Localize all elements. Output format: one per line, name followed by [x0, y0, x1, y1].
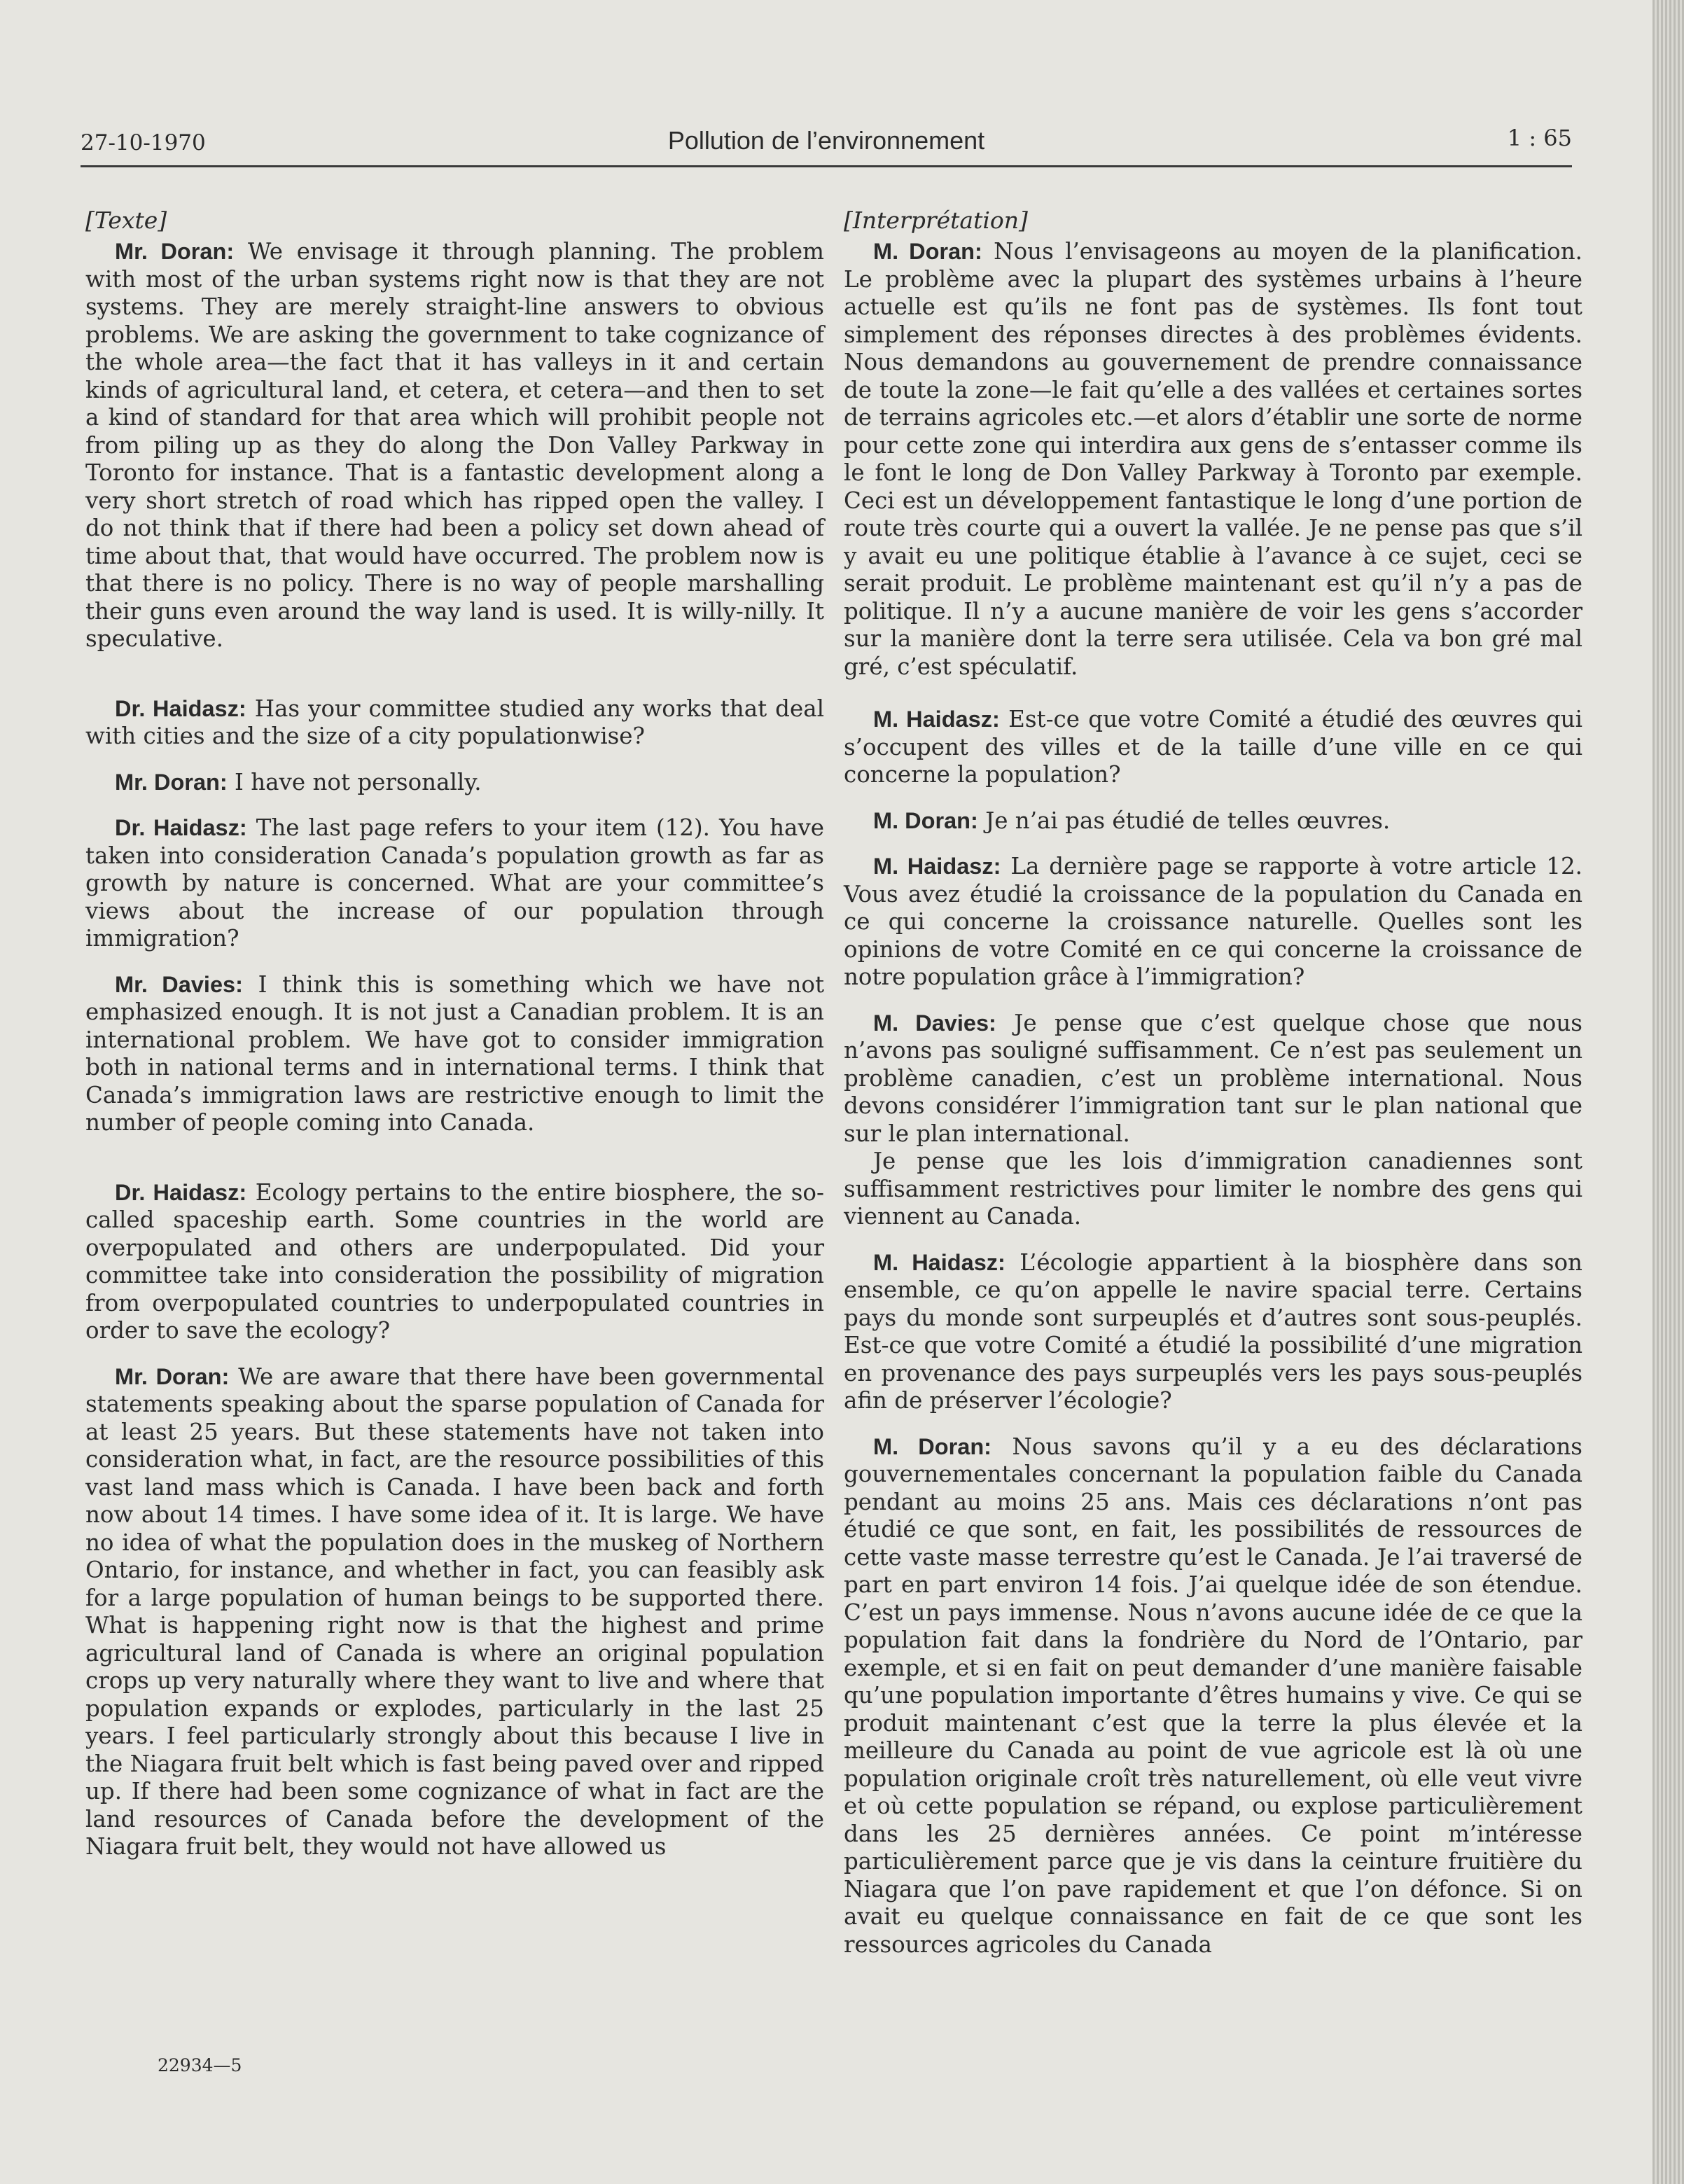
paragraph-text: We are aware that there have been governmental statements speaking about the sparse population of Canada for at least 25 years. But these statements have not taken into consideration what, in fact, are the resource possibilities of this vast land mass which is Canada. I have been back and forth now about 14 times. I have some idea of it. It is large. We have no idea of what the population does in the muskeg of Northern Ontario, for instance, and whether in fact, you can feasibly ask for a large population of human beings to be supported there. What is happening right now is that the highest and prime agricultural land of Canada is where an original population crops up very naturally where they want to live and where that population expands or explodes, particularly in the last 25 years. I feel particularly strongly about this because I live in the Niagara fruit belt which is fast being paved over and ripped up. If there had been some cognizance of what in fact are the land resources of Canada before the development of the Niagara fruit belt, they would not have allowed us	[85, 1363, 824, 1860]
paragraph-text: The last page refers to your item (12). You have taken into consideration Canada’s population growth as far as growth by nature is concerned. What are your committee’s views about the increase of our population through immigration?	[85, 814, 824, 952]
page-edge	[1652, 0, 1684, 2184]
header-rule	[81, 165, 1572, 167]
paragraph	[844, 807, 1582, 835]
speaker-name: Dr. Haidasz:	[115, 815, 247, 840]
paragraph	[844, 238, 1582, 681]
speaker-name: M. Haidasz:	[873, 854, 1001, 879]
paragraph-text: Has your committee studied any works that deal with cities and the size of a city populationwise?	[85, 695, 824, 749]
paragraph-text: La dernière page se rapporte à votre article 12. Vous avez étudié la croissance de la population du Canada en ce qui concerne la croissance naturelle. Quelles sont les opinions de votre Comité en ce qui concerne la croissance de notre population grâce à l’immigration?	[844, 853, 1582, 990]
paragraph	[844, 1010, 1582, 1148]
paragraph-text: L’écologie appartient à la biosphère dans son ensemble, ce qu’on appelle le navire spacial terre. Certains pays du monde sont surpeuplés et d’autres sont sous-peuplés. Est-ce que votre Comité a étudié la possibilité d’une migration en provenance des pays surpeuplés vers les pays sous-peuplés afin de préserver l’écologie?	[844, 1249, 1582, 1414]
paragraph	[844, 853, 1582, 992]
column-label-interpretation: [Interprétation]	[844, 207, 1028, 234]
speaker-name: Dr. Haidasz:	[115, 1179, 247, 1205]
speaker-name: M. Doran:	[873, 1433, 991, 1459]
paragraph-text: Je pense que c’est quelque chose que nous n’avons pas souligné suffisamment. Ce n’est pas seulement un problème canadien, c’est un problème international. Nous devons considérer l’immigration tant sur le plan national que sur le plan international.	[844, 1009, 1582, 1147]
paragraph-text: Nous savons qu’il y a eu des déclarations gouvernementales concernant la population faible du Canada pendant au moins 25 ans. Mais ces déclarations n’ont pas étudié ce que sont, en fait, les possibilités de ressources de cette vaste masse terrestre qu’est le Canada. Je l’ai traversé de part en part environ 14 fois. J’ai quelque idée de son étendue. C’est un pays immense. Nous n’avons aucune idée de ce que la population fait dans la fondrière du Nord de l’Ontario, par exemple, et si en fait on peut demander d’une manière faisable qu’une population importante d’êtres humains y vive. Ce qui se produit maintenant c’est que la terre la plus élevée et la meilleure du Canada au point de vue agricole est là où une population originale croît très naturellement, où elle veut vivre et où cette population se répand, ou explose particulièrement dans les 25 dernières années. Ce point m’intéresse particulièrement parce que je vis dans la ceinture fruitière du Niagara que l’on pave rapidement et que l’on défonce. Si on avait eu quelque connaissance en fait de ce que sont les ressources agricoles du Canada	[844, 1433, 1582, 1958]
footer-code: 22934—5	[158, 2055, 242, 2075]
paragraph	[85, 814, 824, 953]
column-label-texte: [Texte]	[85, 207, 167, 234]
paragraph-text: Je pense que les lois d’immigration canadiennes sont suffisamment restrictives pour limiter le nombre des gens qui viennent au Canada.	[844, 1148, 1582, 1230]
paragraph-text: We envisage it through planning. The problem with most of the urban systems right now is that they are not systems. They are merely straight-line answers to obvious problems. We are asking the government to take cognizance of the whole area—the fact that it has valleys in it and certain kinds of agricultural land, et cetera, et cetera—and then to set a kind of standard for that area which will prohibit people not from piling up as they do along the Don Valley Parkway in Toronto for instance. That is a fantastic development along a very short stretch of road which has ripped open the valley. I do not think that if there had been a policy set down ahead of time about that, that would have occurred. The problem now is that there is no policy. There is no way of people marshalling their guns even around the way land is used. It is willy-nilly. It speculative.	[85, 238, 824, 652]
speaker-name: M. Davies:	[873, 1010, 996, 1036]
paragraph-text: Je n’ai pas étudié de telles œuvres.	[977, 807, 1391, 834]
french-column	[844, 207, 1582, 2041]
paragraph-text: I think this is something which we have not emphasized enough. It is not just a Canadian problem. It is an international problem. We have got to consider immigration both in national terms and in international terms. I think that Canada’s immigration laws are restrictive enough to limit the number of people coming into Canada.	[85, 971, 825, 1136]
paragraph	[85, 1179, 824, 1345]
speaker-name: M. Doran:	[873, 807, 978, 833]
speaker-name: Mr. Davies:	[115, 971, 243, 997]
paragraph-text: I have not personally.	[227, 768, 482, 795]
header-page-number: 1 : 65	[1507, 125, 1572, 151]
paragraph	[85, 238, 824, 653]
speaker-name: Mr. Doran:	[115, 769, 228, 795]
paragraph	[844, 1433, 1582, 1959]
paragraph-text: Nous l’envisageons au moyen de la planification. Le problème avec la plupart des systèmes urbains à l’heure actuelle est qu’ils ne font pas de systèmes. Ils font tout simplement des réponses directes à des problèmes évidents. Nous demandons au gouvernement de prendre connaissance de toute la zone—le fait qu’elle a des vallées et certaines sortes de terrains agricoles etc.—et alors d’établir une sorte de norme pour cette zone qui interdira aux gens de s’entasser comme ils le font le long de Don Valley Parkway à Toronto par exemple. Ceci est un développement fantastique le long d’une portion de route très courte qui a ouvert la vallée. Je ne pense pas que s’il y avait eu une politique établie à l’avance à ce sujet, ceci se serait produit. Le problème maintenant est qu’il n’y a pas de politique. Il n’y a aucune manière de voir les gens s’accorder sur la manière dont la terre sera utilisée. Cela va bon gré mal gré, c’est spéculatif.	[844, 238, 1583, 680]
speaker-name: Mr. Doran:	[115, 239, 235, 264]
paragraph	[85, 1363, 824, 1861]
header-title: Pollution de l’environnement	[667, 126, 985, 155]
paragraph	[844, 706, 1582, 789]
paragraph	[85, 695, 824, 751]
english-column	[85, 207, 824, 2041]
speaker-name: Mr. Doran:	[115, 1363, 230, 1389]
paragraph	[85, 971, 824, 1137]
page-header	[81, 120, 1572, 164]
paragraph-text: Est-ce que votre Comité a étudié des œuvres qui s’occupent des villes et de la taille d’une ville en ce qui concerne la population?	[844, 706, 1582, 788]
speaker-name: Dr. Haidasz:	[115, 695, 246, 721]
speaker-name: M. Haidasz:	[873, 1249, 1005, 1275]
paragraph-text: Ecology pertains to the entire biosphere, the so-called spaceship earth. Some countries in the world are overpopulated and others are underpopulated. Did your committee take into consideration the possibility of migration from overpopulated countries to underpopulated countries in order to save the ecology?	[85, 1178, 824, 1344]
header-date: 27-10-1970	[81, 130, 206, 155]
speaker-name: M. Haidasz:	[873, 707, 1000, 732]
paragraph	[844, 1249, 1582, 1415]
speaker-name: M. Doran:	[873, 239, 982, 264]
paragraph	[85, 769, 824, 797]
paragraph	[844, 1148, 1582, 1231]
